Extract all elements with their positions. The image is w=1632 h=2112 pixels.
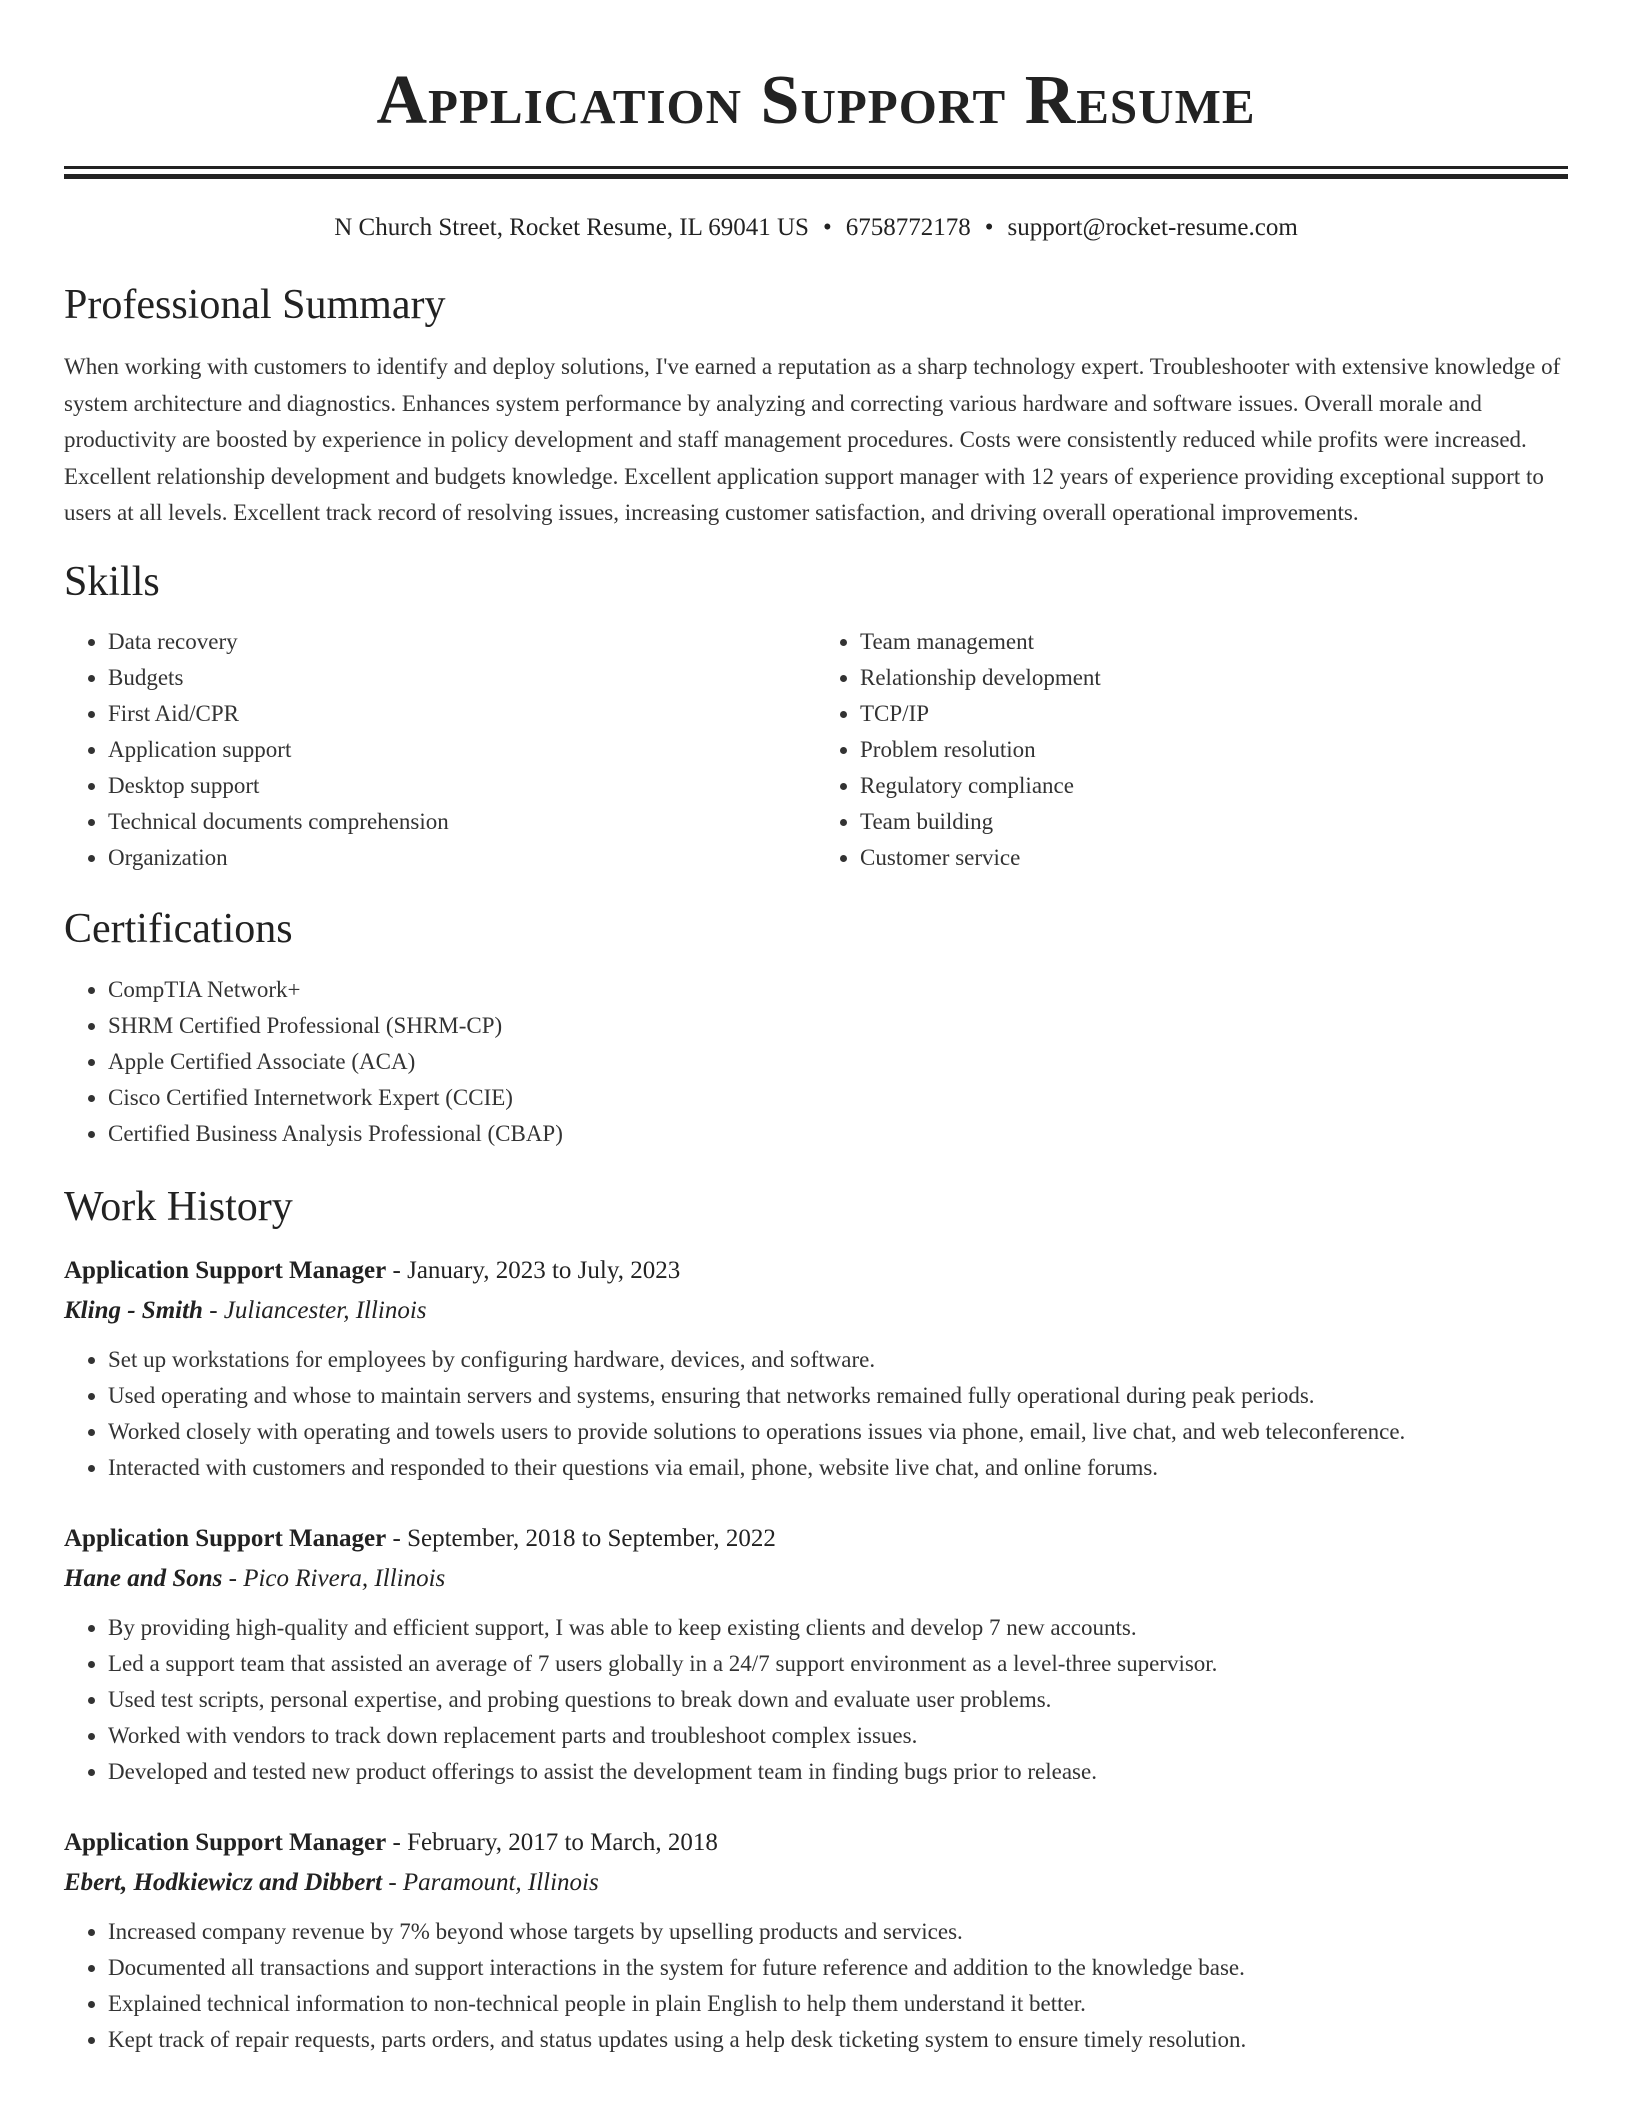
job-bullet: • Led a support team that assisted an average of 7 users globally in a 24/7 support environment as a level-three supervisor. <box>108 1646 1568 1682</box>
certification-item: • Cisco Certified Internetwork Expert (CCIE) <box>108 1080 1568 1116</box>
job-location: - Paramount, Illinois <box>382 1868 599 1896</box>
skill-item: • TCP/IP <box>860 696 1568 732</box>
job-bullet: • By providing high-quality and efficient support, I was able to keep existing clients and develop 7 new accounts. <box>108 1610 1568 1646</box>
job-entry <box>64 1824 1568 2058</box>
contact-email: support@rocket-resume.com <box>1007 214 1298 241</box>
job-title-line <box>64 1252 1568 1290</box>
skill-item: • Organization <box>108 840 816 876</box>
job-role: Application Support Manager <box>64 1828 387 1856</box>
job-bullet: • Worked with vendors to track down replacement parts and troubleshoot complex issues. <box>108 1718 1568 1754</box>
job-role: Application Support Manager <box>64 1256 387 1284</box>
skills-right-list <box>816 624 1568 876</box>
job-bullets <box>64 1342 1568 1486</box>
contact-phone: 6758772178 <box>845 214 971 241</box>
skills-columns <box>64 624 1568 876</box>
job-bullet: • Interacted with customers and responded to their questions via email, phone, website live chat, and online forums. <box>108 1450 1568 1486</box>
title-divider-thick <box>64 174 1568 179</box>
skill-item: • Problem resolution <box>860 732 1568 768</box>
certification-item: • SHRM Certified Professional (SHRM-CP) <box>108 1008 1568 1044</box>
job-bullet: • Worked closely with operating and towels users to provide solutions to operations issues via phone, email, live chat, and web teleconference. <box>108 1414 1568 1450</box>
skill-item: • Application support <box>108 732 816 768</box>
job-company-line <box>64 1560 1568 1598</box>
skill-item: • Technical documents comprehension <box>108 804 816 840</box>
job-company: Kling - Smith <box>64 1296 203 1324</box>
job-location: - Pico Rivera, Illinois <box>222 1564 446 1592</box>
job-bullets <box>64 1610 1568 1790</box>
job-title-line <box>64 1824 1568 1862</box>
contact-line <box>64 213 1568 243</box>
certification-item: • Apple Certified Associate (ACA) <box>108 1044 1568 1080</box>
job-bullet: • Set up workstations for employees by configuring hardware, devices, and software. <box>108 1342 1568 1378</box>
job-bullet: • Used operating and whose to maintain servers and systems, ensuring that networks remained fully operational during peak periods. <box>108 1378 1568 1414</box>
contact-separator: • <box>822 214 832 241</box>
skills-heading: Skills <box>64 558 160 605</box>
contact-address: N Church Street, Rocket Resume, IL 69041 US <box>334 214 809 241</box>
job-dates: - February, 2017 to March, 2018 <box>386 1828 718 1856</box>
job-entry <box>64 1520 1568 1790</box>
job-role: Application Support Manager <box>64 1524 387 1552</box>
job-company-line <box>64 1864 1568 1902</box>
job-company-line <box>64 1292 1568 1330</box>
skill-item: • Regulatory compliance <box>860 768 1568 804</box>
certification-item: • Certified Business Analysis Professional (CBAP) <box>108 1116 1568 1152</box>
job-company: Hane and Sons <box>64 1564 223 1592</box>
job-bullets <box>64 1914 1568 2058</box>
job-bullet: • Documented all transactions and support interactions in the system for future reference and addition to the knowledge base. <box>108 1950 1568 1986</box>
skill-item: • First Aid/CPR <box>108 696 816 732</box>
skill-item: • Customer service <box>860 840 1568 876</box>
skill-item: • Data recovery <box>108 624 816 660</box>
job-title-line <box>64 1520 1568 1558</box>
resume-title: Application Support Resume <box>376 62 1256 139</box>
job-bullet: • Increased company revenue by 7% beyond whose targets by upselling products and services. <box>108 1914 1568 1950</box>
title-divider-thin <box>64 166 1568 169</box>
job-entry <box>64 1252 1568 1486</box>
skill-item: • Relationship development <box>860 660 1568 696</box>
skill-item: • Team management <box>860 624 1568 660</box>
job-bullet: • Explained technical information to non-technical people in plain English to help them understand it better. <box>108 1986 1568 2022</box>
skill-item: • Desktop support <box>108 768 816 804</box>
work-history-heading: Work History <box>64 1183 293 1230</box>
skill-item: • Budgets <box>108 660 816 696</box>
certification-item: • CompTIA Network+ <box>108 972 1568 1008</box>
job-company: Ebert, Hodkiewicz and Dibbert <box>64 1868 383 1896</box>
job-bullet: • Used test scripts, personal expertise, and probing questions to break down and evaluate user problems. <box>108 1682 1568 1718</box>
skills-left-list <box>64 624 816 876</box>
contact-separator: • <box>984 214 994 241</box>
certifications-heading: Certifications <box>64 905 293 952</box>
job-bullet: • Kept track of repair requests, parts orders, and status updates using a help desk ticketing system to ensure timely resolution. <box>108 2022 1568 2058</box>
job-location: - Juliancester, Illinois <box>202 1296 427 1324</box>
job-dates: - January, 2023 to July, 2023 <box>386 1256 681 1284</box>
job-dates: - September, 2018 to September, 2022 <box>386 1524 776 1552</box>
summary-text: When working with customers to identify and deploy solutions, I've earned a reputation as a sharp technology expert. Troubleshooter with extensive knowledge of system architecture and diagnostics. Enhances system performance by analyzing and correcting various hardware and software issues. Overall morale and productivity are boosted by experience in policy development and staff management procedures. Costs were consistently reduced while profits were increased. Excellent relationship development and budgets knowledge. Excellent application support manager with 12 years of experience providing exceptional support to users at all levels. Excellent track record of resolving issues, increasing customer satisfaction, and driving overall operational improvements. <box>64 354 1561 526</box>
job-bullet: • Developed and tested new product offerings to assist the development team in finding bugs prior to release. <box>108 1754 1568 1790</box>
summary-heading: Professional Summary <box>64 282 446 328</box>
certifications-list <box>64 972 1568 1152</box>
skill-item: • Team building <box>860 804 1568 840</box>
